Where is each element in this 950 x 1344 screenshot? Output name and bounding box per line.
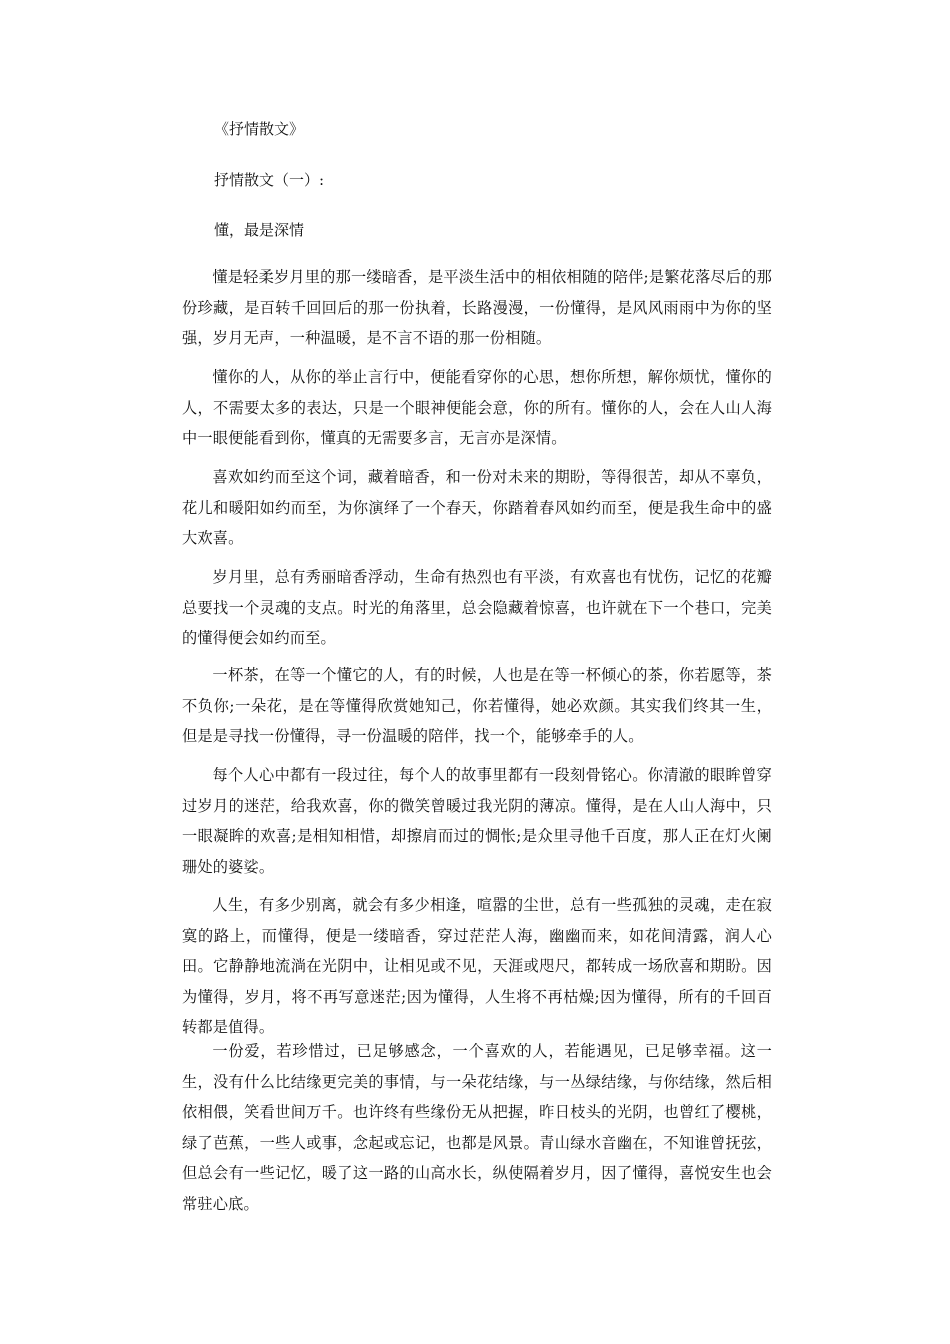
essay-title: 懂，最是深情 [214, 221, 305, 239]
paragraph-7: 人生，有多少别离，就会有多少相逢，喧嚣的尘世，总有一些孤独的灵魂，走在寂寞的路上，而懂得，便是一缕暗香，穿过茫茫人海，幽幽而来，如花间清露，润人心田。它静静地流淌在光阴中，让相见或不见，天涯或咫尺，都转成一场欣喜和期盼。因为懂得，岁月，将不再写意迷茫;因为懂得，人生将不再枯燥;因为懂得，所有的千回百转都是值得。 [182, 896, 772, 1036]
paragraph-4: 岁月里，总有秀丽暗香浮动，生命有热烈也有平淡，有欢喜也有忧伤，记忆的花瓣总要找一个灵魂的支点。时光的角落里，总会隐藏着惊喜，也许就在下一个巷口，完美的懂得便会如约而至。 [182, 568, 772, 647]
paragraph-8: 一份爱，若珍惜过，已足够感念，一个喜欢的人，若能遇见，已足够幸福。这一生，没有什么比结缘更完美的事情，与一朵花结缘，与一丛绿结缘，与你结缘，然后相依相偎，笑看世间万千。也许终有些缘份无从把握，昨日枝头的光阴，也曾红了樱桃，绿了芭蕉，一些人或事，念起或忘记，也都是风景。青山绿水音幽在，不知谁曾抚弦，但总会有一些记忆，暖了这一路的山高水长，纵使隔着岁月，因了懂得，喜悦安生也会常驻心底。 [182, 1042, 772, 1213]
paragraph-6: 每个人心中都有一段过往，每个人的故事里都有一段刻骨铭心。你清澈的眼眸曾穿过岁月的迷茫，给我欢喜，你的微笑曾暖过我光阴的薄凉。懂得，是在人山人海中，只一眼凝眸的欢喜;是相知相惜，却擦肩而过的惆怅;是众里寻他千百度，那人正在灯火阑珊处的婆娑。 [182, 766, 772, 876]
paragraph-3: 喜欢如约而至这个词，藏着暗香，和一份对未来的期盼，等得很苦，却从不辜负，花儿和暖阳如约而至，为你演绎了一个春天，你踏着春风如约而至，便是我生命中的盛大欢喜。 [182, 468, 772, 547]
paragraph-1: 懂是轻柔岁月里的那一缕暗香，是平淡生活中的相依相随的陪伴;是繁花落尽后的那份珍藏，是百转千回回后的那一份执着，长路漫漫，一份懂得，是风风雨雨中为你的坚强，岁月无声，一种温暖，是不言不语的那一份相随。 [182, 268, 772, 347]
paragraph-2: 懂你的人，从你的举止言行中，便能看穿你的心思，想你所想，解你烦忧，懂你的人，不需要太多的表达，只是一个眼神便能会意，你的所有。懂你的人，会在人山人海中一眼便能看到你，懂真的无需要多言，无言亦是深情。 [182, 368, 772, 447]
paragraph-5: 一杯茶，在等一个懂它的人，有的时候，人也是在等一杯倾心的茶，你若愿等，茶不负你;一朵花，是在等懂得欣赏她知己，你若懂得，她必欢颜。其实我们终其一生，但是是寻找一份懂得，寻一份温暖的陪伴，找一个，能够牵手的人。 [182, 666, 772, 745]
section-heading: 抒情散文（一）: [214, 171, 325, 189]
document-title: 《抒情散文》 [214, 120, 305, 138]
